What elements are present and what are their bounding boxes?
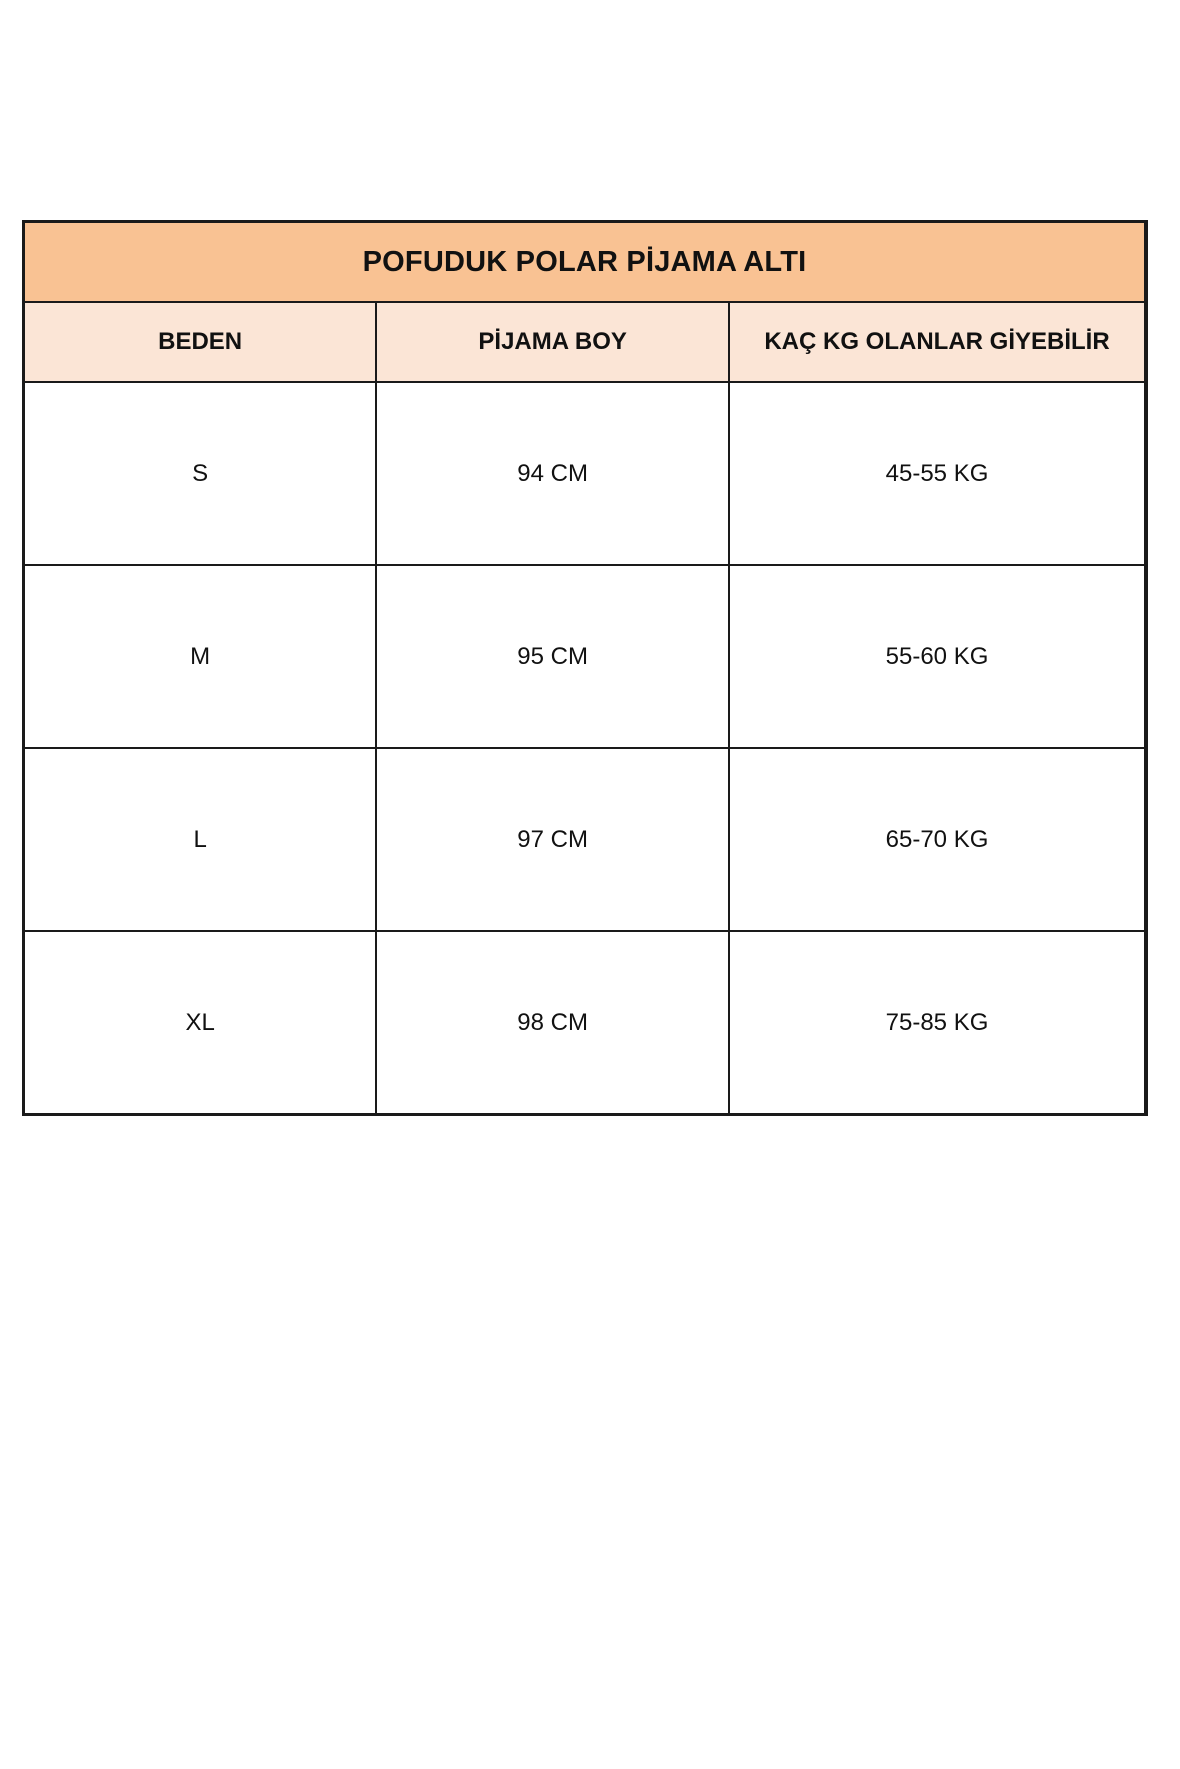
header-kac-kg: KAÇ KG OLANLAR GİYEBİLİR <box>729 302 1146 382</box>
cell-size: S <box>24 382 377 565</box>
cell-size: XL <box>24 931 377 1115</box>
cell-length: 97 CM <box>376 748 729 931</box>
header-pijama-boy: PİJAMA BOY <box>376 302 729 382</box>
size-chart-table <box>22 220 1148 1116</box>
cell-weight: 45-55 KG <box>729 382 1146 565</box>
table-row <box>24 565 1147 748</box>
table-row <box>24 931 1147 1115</box>
table-title: POFUDUK POLAR PİJAMA ALTI <box>24 222 1147 303</box>
cell-weight: 65-70 KG <box>729 748 1146 931</box>
cell-length: 94 CM <box>376 382 729 565</box>
cell-length: 95 CM <box>376 565 729 748</box>
cell-size: M <box>24 565 377 748</box>
cell-weight: 55-60 KG <box>729 565 1146 748</box>
table-row <box>24 748 1147 931</box>
cell-weight: 75-85 KG <box>729 931 1146 1115</box>
header-beden: BEDEN <box>24 302 377 382</box>
table-row <box>24 382 1147 565</box>
title-row <box>24 222 1147 303</box>
cell-size: L <box>24 748 377 931</box>
cell-length: 98 CM <box>376 931 729 1115</box>
header-row <box>24 302 1147 382</box>
